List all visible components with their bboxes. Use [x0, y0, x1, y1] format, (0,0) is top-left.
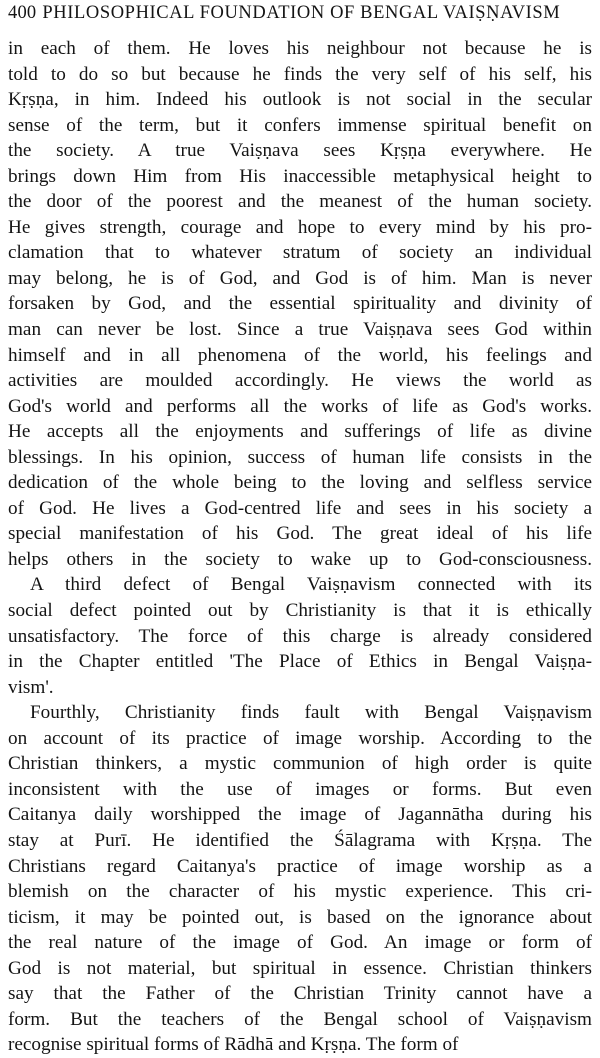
- text-line: brings down Him from His inaccessible metaphysical height to: [8, 165, 592, 187]
- running-title: PHILOSOPHICAL FOUNDATION OF BENGAL VAIṢṆAVISM: [42, 3, 561, 23]
- text-line: A third defect of Bengal Vaiṣṇavism connected with its: [30, 574, 592, 596]
- text-line: say that the Father of the Christian Trinity cannot have a: [8, 983, 592, 1005]
- text-line: inconsistent with the use of images or forms. But even: [8, 778, 592, 800]
- text-line: the door of the poorest and the meanest of the human society.: [8, 191, 592, 213]
- text-line: God's world and performs all the works of life as God's works.: [8, 395, 592, 417]
- text-line: Christians regard Caitanya's practice of image worship as a: [8, 855, 592, 877]
- text-line: clamation that to whatever stratum of society an individual: [8, 242, 592, 264]
- text-line: Caitanya daily worshipped the image of Jagannātha during his: [8, 804, 592, 826]
- text-line: himself and in all phenomena of the world, his feelings and: [8, 344, 592, 366]
- text-line: in the Chapter entitled 'The Place of Ethics in Bengal Vaiṣṇa-: [8, 651, 592, 673]
- text-line: dedication of the whole being to the loving and selfless service: [8, 472, 592, 494]
- text-line: the real nature of the image of God. An image or form of: [8, 932, 592, 954]
- text-line: God is not material, but spiritual in essence. Christian thinkers: [8, 957, 592, 979]
- text-line: stay at Purī. He identified the Śālagrama with Kṛṣṇa. The: [8, 829, 592, 851]
- text-line: ticism, it may be pointed out, is based on the ignorance about: [8, 906, 592, 928]
- text-line: blemish on the character of his mystic experience. This cri-: [8, 881, 592, 903]
- paragraph: [8, 572, 592, 700]
- body-text: [8, 36, 592, 1058]
- text-line: recognise spiritual forms of Rādhā and Kṛṣṇa. The form of: [8, 1034, 459, 1056]
- text-line: helps others in the society to wake up to God-consciousness.: [8, 548, 592, 570]
- page-number: 400: [8, 3, 37, 23]
- text-line: special manifestation of his God. The great ideal of his life: [8, 523, 592, 545]
- text-line: on account of its practice of image worship. According to the: [8, 727, 592, 749]
- text-line: unsatisfactory. The force of this charge is already considered: [8, 625, 592, 647]
- text-line: He gives strength, courage and hope to every mind by his pro-: [8, 216, 592, 238]
- text-line: activities are moulded accordingly. He views the world as: [8, 370, 592, 392]
- text-line: of God. He lives a God-centred life and sees in his society a: [8, 497, 592, 519]
- text-line: told to do so but because he finds the very self of his self, his: [8, 63, 592, 85]
- text-line: Christian thinkers, a mystic communion of high order is quite: [8, 753, 592, 775]
- text-line: vism'.: [8, 676, 54, 698]
- text-line: He accepts all the enjoyments and sufferings of life as divine: [8, 421, 592, 443]
- text-line: form. But the teachers of the Bengal school of Vaiṣṇavism: [8, 1008, 592, 1030]
- text-line: the society. A true Vaiṣṇava sees Kṛṣṇa everywhere. He: [8, 140, 592, 162]
- text-line: may belong, he is of God, and God is of him. Man is never: [8, 267, 592, 289]
- text-line: social defect pointed out by Christianity is that it is ethically: [8, 600, 592, 622]
- text-line: in each of them. He loves his neighbour not because he is: [8, 38, 592, 59]
- text-line: blessings. In his opinion, success of human life consists in the: [8, 446, 592, 468]
- paragraph: [8, 700, 592, 1058]
- text-line: Fourthly, Christianity finds fault with Bengal Vaiṣṇavism: [30, 702, 592, 724]
- running-head: [8, 2, 592, 36]
- text-line: man can never be lost. Since a true Vaiṣṇava sees God within: [8, 319, 592, 341]
- text-line: Kṛṣṇa, in him. Indeed his outlook is not social in the secular: [8, 89, 592, 111]
- paragraph: [8, 36, 592, 572]
- text-line: forsaken by God, and the essential spirituality and divinity of: [8, 293, 592, 315]
- text-line: sense of the term, but it confers immense spiritual benefit on: [8, 114, 592, 136]
